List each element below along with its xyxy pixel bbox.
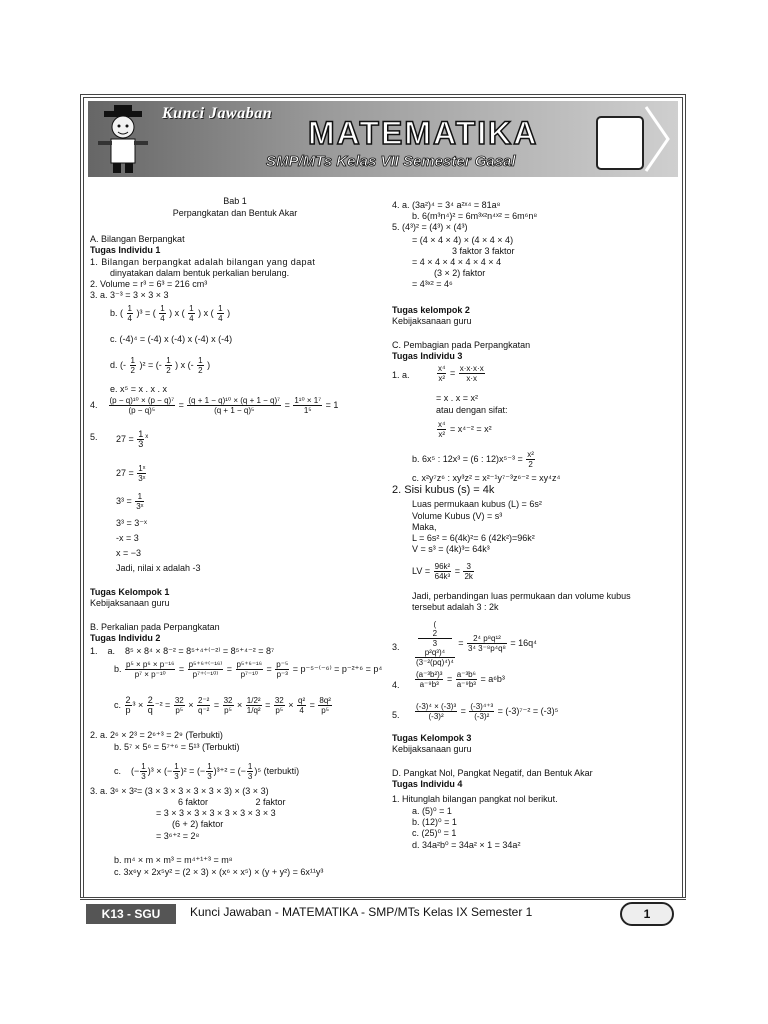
answer-c3-label: 3. xyxy=(392,642,400,652)
answer-r5a: = (4 × 4 × 4) × (4 × 4 × 4) xyxy=(412,235,514,245)
answer-c1-label: 1. a. xyxy=(392,370,410,380)
answer-b3-result: = 3⁶⁺² = 2⁸ xyxy=(156,831,200,841)
answer-b3a: 3. a. 3⁶ × 3²= (3 × 3 × 3 × 3 × 3 × 3) × (3 × 3) xyxy=(90,786,269,796)
right-column xyxy=(392,200,676,890)
footer-text: Kunci Jawaban - MATEMATIKA - SMP/MTs Kelas IX Semester 1 xyxy=(190,905,533,919)
student-mascot-icon xyxy=(94,105,152,175)
answer-c1c: c. x²y⁷z⁶ : xy³z² = x²⁻¹y⁷⁻³z⁶⁻² = xy⁴z⁴ xyxy=(412,473,561,483)
tugas-kelompok-3: Tugas Kelompok 3 xyxy=(392,733,472,743)
page-number: 1 xyxy=(620,902,674,926)
tugas-individu-2: Tugas Individu 2 xyxy=(90,633,161,643)
tugas-individu-3: Tugas Individu 3 xyxy=(392,351,463,361)
answer-c2e: V = s³ = (4k)³= 64k³ xyxy=(412,544,490,554)
left-column xyxy=(90,196,383,886)
answer-a5-eq1: 27 = $\frac{1}{3}$ $^x$ xyxy=(116,429,149,449)
terbukti-label: (terbukti) xyxy=(263,765,300,776)
banner-title: MATEMATIKA xyxy=(308,115,539,151)
answer-c2b: Volume Kubus (V) = s³ xyxy=(412,511,503,521)
answer-a3e: e. x⁵ = x . x . x xyxy=(110,384,167,394)
answer-a1-line1: 1. Bilangan berpangkat adalah bilangan yang dapat xyxy=(90,257,316,267)
answer-a1-line2: dinyatakan dalam bentuk perkalian berulang. xyxy=(110,268,290,278)
kebijaksanaan-1: Kebijaksanaan guru xyxy=(90,598,170,608)
footer-code-badge: K13 - SGU xyxy=(86,904,176,924)
answer-a5-conclusion: Jadi, nilai x adalah -3 xyxy=(116,563,201,573)
answer-b2c: c. (− $\frac{1}{3}$ )³ × (− $\frac{1}{3}$ )² = (− $\frac{1}{3}$ )³⁺² = (− $\frac{1}{3}$ )⁵ (terbukti) xyxy=(114,762,300,781)
kebijaksanaan-2: Kebijaksanaan guru xyxy=(392,316,472,326)
header-banner xyxy=(88,101,678,177)
answer-b1b: b. $\frac{\text{p⁵ × p⁶ × p⁻¹⁶}}{\text{p⁷ × p⁻¹⁰}}$ = $\frac{\text{p⁵⁺⁶⁺⁽⁻¹⁶⁾}}{\text{p⁷⁺⁽⁻¹⁰⁾}}$ = $\frac{\text{p⁵⁺⁶⁻¹⁶}}{\text{p⁷⁻¹⁰}}$ = $\frac{\text{p⁻⁵}}{\text{p⁻³}}$ = p⁻⁵⁻⁽⁻⁶⁾ = p⁻²⁺⁶ = p⁴ xyxy=(114,660,383,679)
tugas-kelompok-2: Tugas kelompok 2 xyxy=(392,305,470,315)
answer-a3d: d. (- $\frac{1}{2}$ )² = (- $\frac{1}{2}$ ) x (- $\frac{1}{2}$ ) xyxy=(110,356,211,375)
answer-c1a-sifat-eq: $\frac{\text{x⁴}}{\text{x²}}$ = x⁴⁻² = x² xyxy=(438,420,492,439)
answer-c5: $\frac{\text{(-3)⁴ × (-3)³}}{\text{(-3)²}}$ = $\frac{\text{(-3)⁴⁺³}}{\text{(-3)²}}$ = (-3)⁷⁻² = (-3)⁵ xyxy=(416,702,559,721)
answer-r5: 5. (4³)² = (4³) × (4³) xyxy=(392,222,468,232)
answer-c3: ( 2 3 p²q³)⁴ (3⁻²(pq)⁴)⁴ = $\frac{\text{2⁴ p⁸q¹²}}{\text{3⁴ 3⁻⁸p⁴q⁸}}$ = 16q⁴ xyxy=(416,620,538,667)
section-d-heading: D. Pangkat Nol, Pangkat Negatif, dan Bentuk Akar xyxy=(392,768,593,778)
answer-c5-label: 5. xyxy=(392,710,400,720)
answer-b1a: 1. a. 8⁵ × 8⁴ × 8⁻² = 8⁵⁺⁴⁺⁽⁻²⁾ = 8⁵⁺⁴⁻² = 8⁷ xyxy=(90,646,275,656)
tugas-individu-1: Tugas Individu 1 xyxy=(90,245,161,255)
answer-c1a-result: = x . x = x² xyxy=(436,393,479,403)
answer-r5c: = 4 × 4 × 4 × 4 × 4 × 4 xyxy=(412,257,502,267)
kunci-jawaban-label: Kunci Jawaban xyxy=(162,105,273,122)
lv-label: LV = xyxy=(412,565,431,576)
answer-a2: 2. Volume = r³ = 6³ = 216 cm³ xyxy=(90,279,208,289)
answer-d1d: d. 34a²b⁰ = 34a² × 1 = 34a² xyxy=(412,840,521,850)
answer-a5-eq2: 27 = $\frac{\text{1ˣ}}{\text{3ˣ}}$ xyxy=(116,464,146,483)
answer-c2f: Jadi, perbandingan luas permukaan dan volume kubus xyxy=(412,591,631,601)
answer-c2c: Maka, xyxy=(412,522,437,532)
answer-c2d: L = 6s² = 6(4k)²= 6 (42k²)=96k² xyxy=(412,533,535,543)
answer-r4a: 4. a. (3a²)⁴ = 3⁴ a²ˣ⁴ = 81a⁸ xyxy=(392,200,501,210)
kebijaksanaan-3: Kebijaksanaan guru xyxy=(392,744,472,754)
answer-b2a: 2. a. 2⁶ × 2³ = 2⁶⁺³ = 2⁹ (Terbukti) xyxy=(90,730,223,740)
answer-r5d: (3 × 2) faktor xyxy=(434,268,486,278)
answer-d1c: c. (25)⁰ = 1 xyxy=(412,828,457,838)
section-c-heading: C. Pembagian pada Perpangkatan xyxy=(392,340,531,350)
footer-bar xyxy=(80,897,686,928)
answer-c4-label: 4. xyxy=(392,680,400,690)
answer-c2-lv: LV = $\frac{\text{96k²}}{\text{64k³}}$ = $\frac{3}{2k}$ xyxy=(412,562,473,581)
answer-b3b: b. m⁴ × m × m³ = m⁴⁺¹⁺³ = m⁸ xyxy=(114,855,233,865)
answer-a5-label: 5. xyxy=(90,432,98,442)
answer-a5-eq4: 3³ = 3⁻ˣ xyxy=(116,518,147,528)
answer-r5e: = 4³ˣ² = 4⁶ xyxy=(412,279,453,289)
banner-box xyxy=(596,116,644,170)
answer-b3-expand: = 3 × 3 × 3 × 3 × 3 × 3 × 3 × 3 xyxy=(156,808,276,818)
answer-c1b: b. 6x⁵ : 12x³ = (6 : 12)x⁵⁻³ = $\frac{\text{x²}}{2}$ xyxy=(412,450,534,469)
answer-a5-eq6: x = −3 xyxy=(116,548,142,558)
answer-b1c: c. $\frac{2}{p}$ ³ × $\frac{2}{q}$ ⁻² = $\frac{32}{\text{p⁵}}$ × $\frac{\text{2⁻²}}{\text{q⁻²}}$ = $\frac{32}{\text{p⁵}}$ × $\frac{\text{1/2²}}{\text{1/q²}}$ = $\frac{32}{\text{p⁵}}$ × $\frac{\text{q²}}{4}$ = $\frac{\text{8q²}}{\text{p⁵}}$ xyxy=(114,695,331,715)
answer-c1a-sifat-result: = x⁴⁻² = x² xyxy=(449,423,492,434)
answer-d1: 1. Hitunglah bilangan pangkat nol berikut. xyxy=(392,794,558,804)
answer-c1a-sifat: atau dengan sifat: xyxy=(436,405,508,415)
answer-d1a: a. (5)⁰ = 1 xyxy=(412,806,452,816)
answer-a3a: 3. a. 3⁻³ = 3 × 3 × 3 xyxy=(90,290,169,300)
answer-c2a: Luas permukaan kubus (L) = 6s² xyxy=(412,499,542,509)
chapter-number: Bab 1 xyxy=(223,196,247,206)
answer-a5-eq3: 3³ = $\frac{1}{\text{3ˣ}}$ xyxy=(116,492,144,511)
answer-a3c: c. (-4)⁴ = (-4) x (-4) x (-4) x (-4) xyxy=(110,334,233,344)
answer-b2b: b. 5⁷ × 5⁶ = 5⁷⁺⁶ = 5¹³ (Terbukti) xyxy=(114,742,240,752)
answer-a5-eq5: -x = 3 xyxy=(116,533,139,543)
chapter-title: Perpangkatan dan Bentuk Akar xyxy=(172,208,298,218)
answer-b3-faktor: 6 faktor 2 faktor xyxy=(178,797,286,807)
answer-a3b: b. ( $\frac{1}{4}$ )³ = ( $\frac{1}{4}$ ) x ( $\frac{1}{4}$ ) x ( $\frac{1}{4}$ ) xyxy=(110,304,231,323)
answer-b3-sum: (6 + 2) faktor xyxy=(172,819,224,829)
banner-subtitle: SMP/MTs Kelas VII Semester Gasal xyxy=(266,153,516,170)
tugas-individu-4: Tugas Individu 4 xyxy=(392,779,463,789)
answer-c4: $\frac{\text{(a⁻³b²)³}}{\text{a⁻⁹b³}}$ = $\frac{\text{a⁻³b⁶}}{\text{a⁻⁹b³}}$ = a⁶b³ xyxy=(416,670,505,689)
answer-b3c: c. 3x⁶y × 2x⁵y² = (2 × 3) × (x⁶ × x⁵) × (y + y²) = 6x¹¹y³ xyxy=(114,867,324,877)
section-b-heading: B. Perkalian pada Perpangkatan xyxy=(90,622,220,632)
answer-c2g: tersebut adalah 3 : 2k xyxy=(412,602,499,612)
tugas-kelompok-1: Tugas Kelompok 1 xyxy=(90,587,170,597)
chevron-right-icon xyxy=(644,105,670,173)
answer-r5b: 3 faktor 3 faktor xyxy=(452,246,515,256)
answer-d1b: b. (12)⁰ = 1 xyxy=(412,817,457,827)
answer-a4: 4. $\frac{\text{(p − q)¹⁰ × (p − q)⁷}}{\text{(p − q)⁵}}$ = $\frac{\text{(q + 1 − q)¹⁰ × (q + 1 − q)⁷}}{\text{(q + 1 − q)⁵}}$ = $\frac{\text{1¹⁰ × 1⁷}}{\text{1⁵}}$ = 1 xyxy=(90,396,339,415)
answer-c1b-text: b. 6x⁵ : 12x³ = (6 : 12)x⁵⁻³ = xyxy=(412,453,523,464)
answer-c2: 2. Sisi kubus (s) = 4k xyxy=(392,484,495,496)
answer-r4b: b. 6(m³n⁴)² = 6m³ˣ²n⁴ˣ² = 6m⁶n⁸ xyxy=(412,211,538,221)
answer-c1a-frac: $\frac{\text{x⁴}}{\text{x²}}$ = $\frac{x\cdot x\cdot x\cdot x}{x\cdot x}$ xyxy=(438,364,484,383)
section-a-heading: A. Bilangan Berpangkat xyxy=(90,234,185,244)
